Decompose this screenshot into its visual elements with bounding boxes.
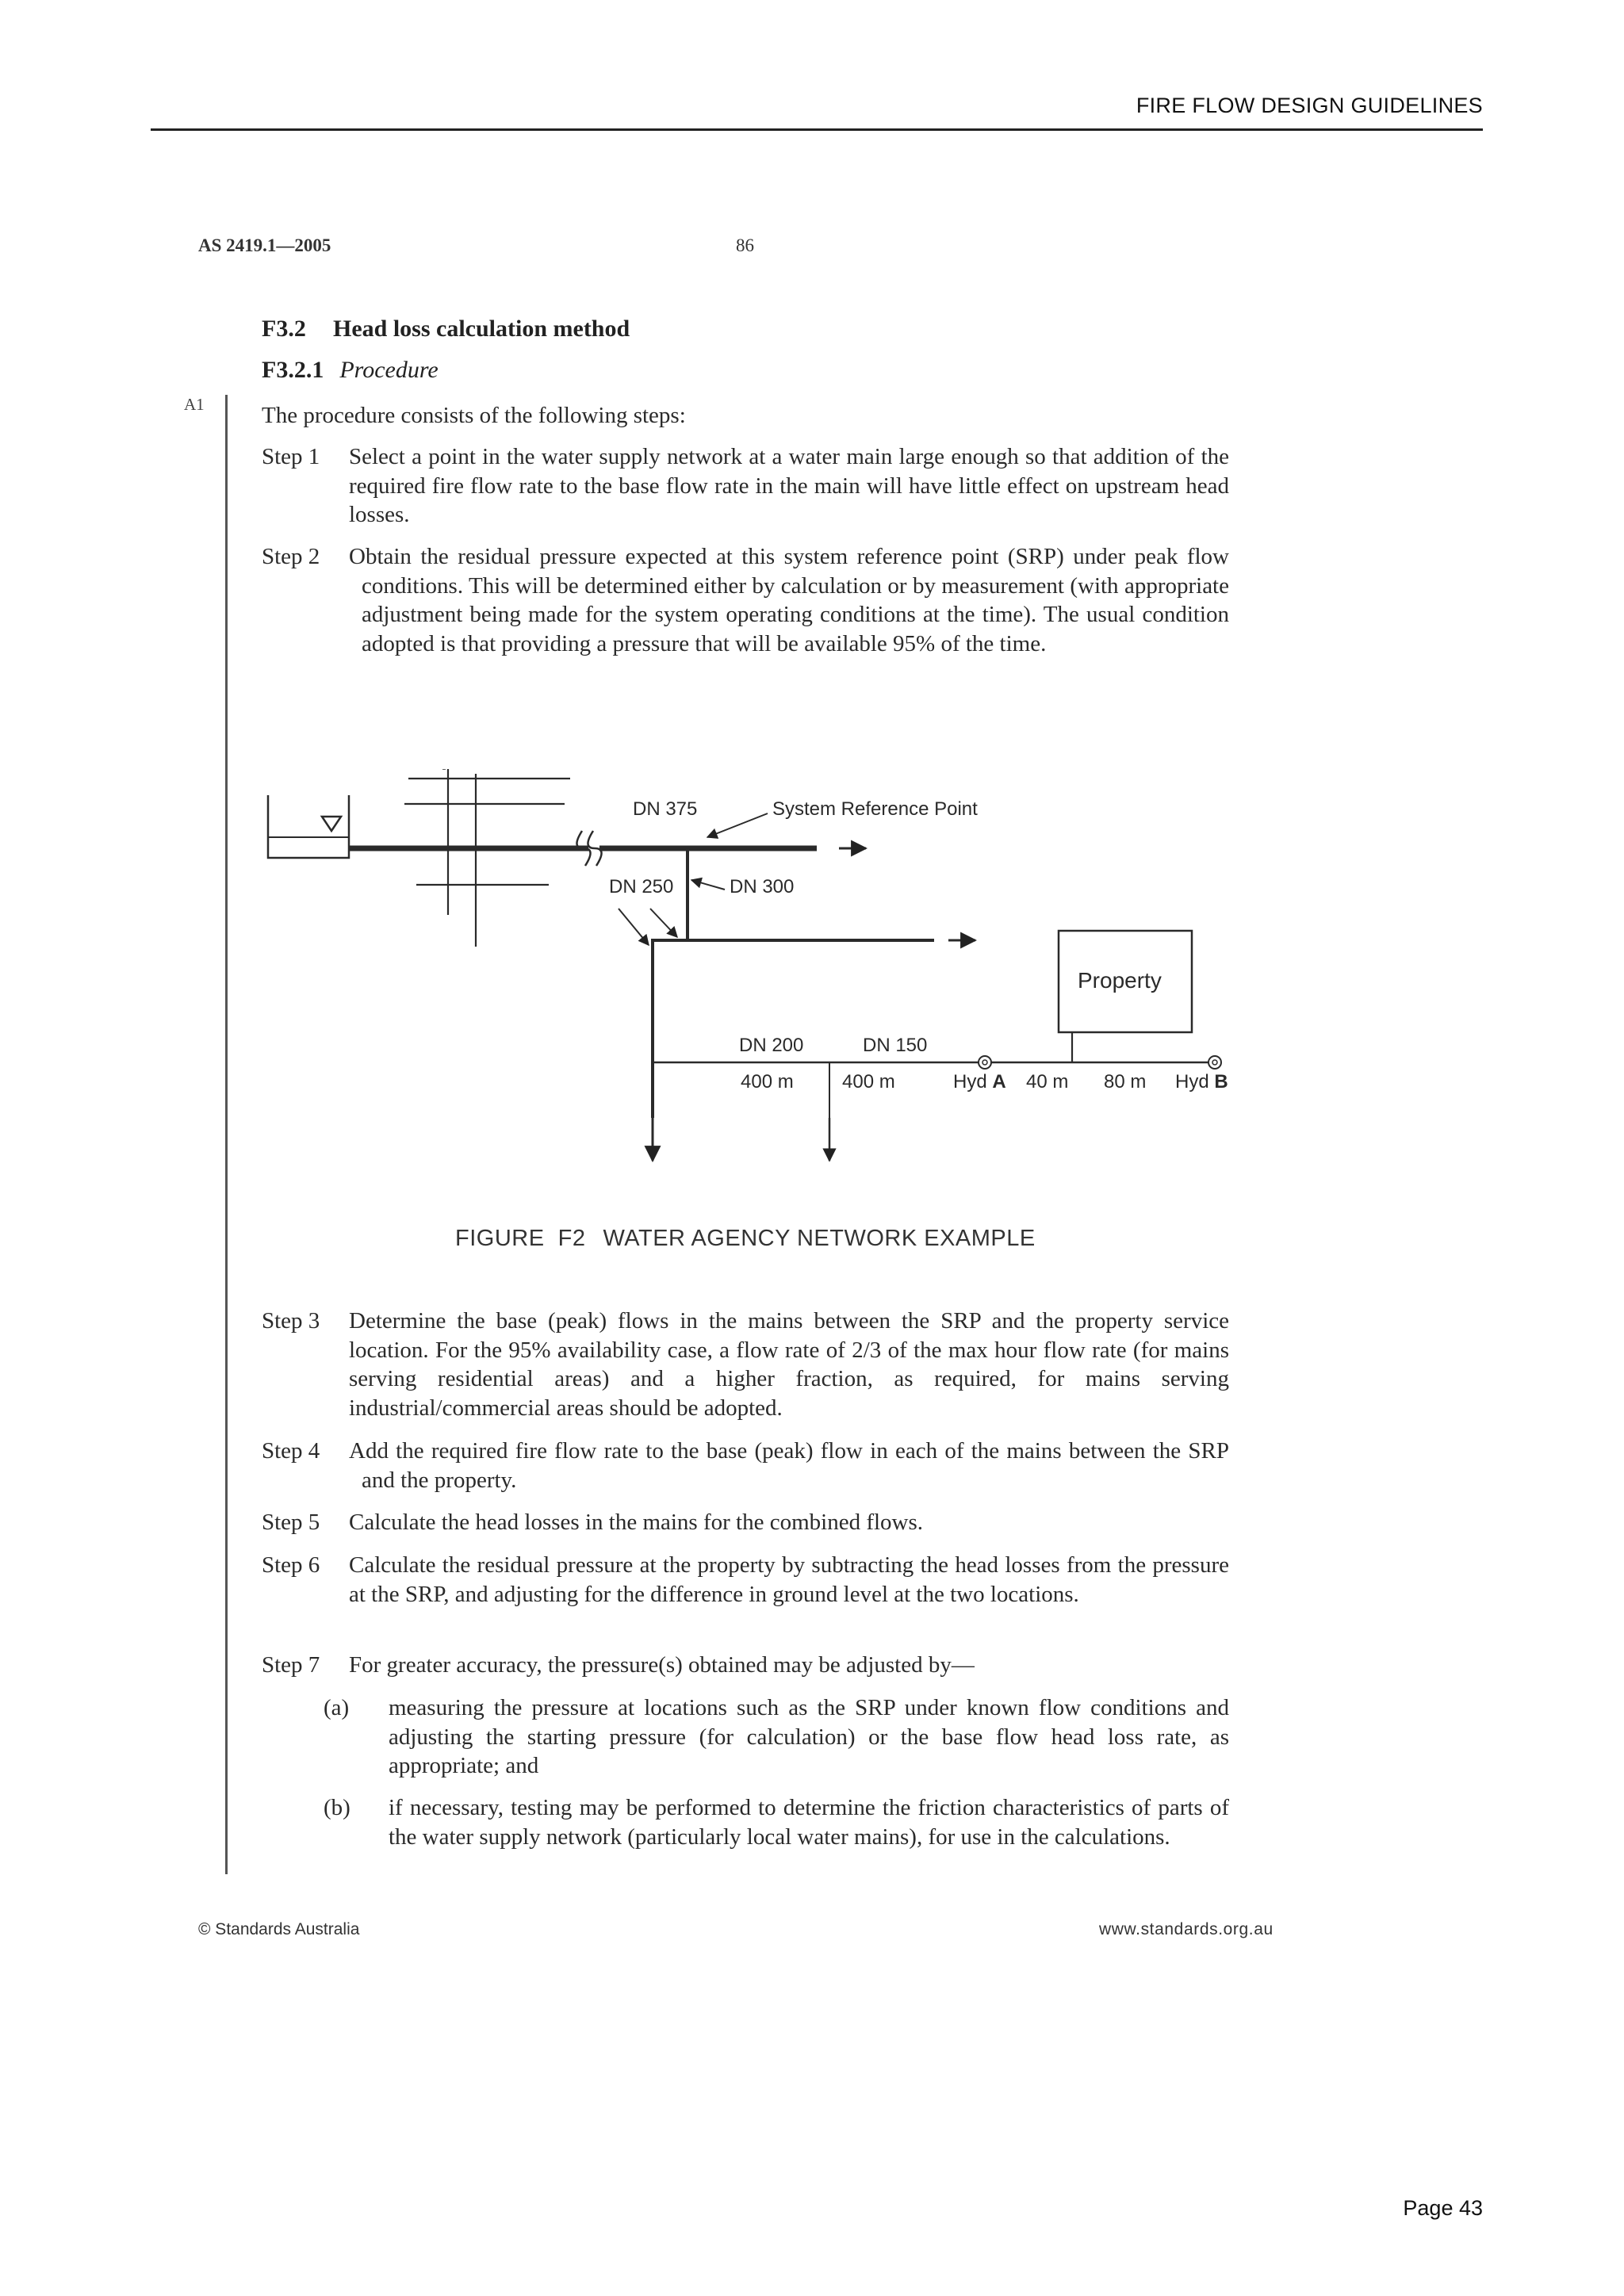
standard-page-number: 86: [736, 235, 754, 255]
section-heading: [262, 316, 630, 342]
step-text: Calculate the head losses in the mains for the combined flows.: [349, 1510, 924, 1535]
water-level-icon: [322, 817, 341, 831]
copyright: © Standards Australia: [198, 1920, 360, 1938]
figure-caption: [455, 1226, 1036, 1252]
callout-dn300: [691, 880, 725, 890]
figure-title: WATER AGENCY NETWORK EXAMPLE: [603, 1226, 1036, 1251]
break-symbol: [576, 831, 590, 866]
label-dn200: DN 200: [739, 1035, 804, 1056]
step-7: [262, 1651, 1229, 1680]
step-label: Step 6: [262, 1552, 320, 1578]
label-srp: System Reference Point: [772, 798, 978, 820]
step-text: Determine the base (peak) flows in the mains between the SRP and the property service location. For the 95% availability case, a flow rate of 2/3 of the max hour flow rate (for mains serving residential areas) and a higher fraction, as required, for mains serving industrial/commercial areas should be adopted.: [349, 1308, 1229, 1421]
step-text: For greater accuracy, the pressure(s) obtained may be adjusted by—: [349, 1652, 975, 1678]
amendment-tag: A1: [184, 395, 205, 414]
step-text: Calculate the residual pressure at the property by subtracting the head losses from the pressure at the SRP, and adjusting for the difference in ground level at the two locations.: [349, 1552, 1229, 1607]
step-1: [262, 442, 1229, 530]
step-5: [262, 1508, 1229, 1537]
step-label: Step 2: [262, 544, 320, 569]
step-label: Step 5: [262, 1510, 320, 1535]
label-length-1: 400 m: [741, 1071, 794, 1093]
step-text: Add the required fire flow rate to the base (peak) flow in each of the mains between the SRP and the property.: [349, 1438, 1229, 1493]
header-rule: [151, 128, 1483, 131]
step-6: [262, 1551, 1229, 1609]
label-dn150: DN 150: [863, 1035, 928, 1056]
reservoir: [268, 795, 349, 858]
sub-item-label: (a): [324, 1695, 350, 1720]
sub-item-a: [324, 1693, 1229, 1781]
sub-item-text: if necessary, testing may be performed to determine the friction characteristics of parts of the water supply network (particularly local water mains), for use in the calculations.: [389, 1795, 1229, 1850]
label-dn375: DN 375: [633, 798, 698, 820]
step-label: Step 7: [262, 1652, 320, 1678]
sub-item-text: measuring the pressure at locations such as the SRP under known flow conditions and adjusting the starting pressure (for calculation) or the base flow head loss rate, as appropriate; and: [389, 1695, 1229, 1778]
label-length-2: 400 m: [842, 1071, 895, 1093]
sub-item-b: [324, 1793, 1229, 1851]
amendment-bar: [225, 395, 228, 1874]
hydrant-a-icon: [979, 1056, 991, 1069]
callout-srp: [707, 813, 768, 837]
intro-paragraph: The procedure consists of the following steps:: [262, 403, 686, 428]
label-dn250: DN 250: [609, 876, 674, 897]
label-length-4: 80 m: [1104, 1071, 1147, 1093]
step-label: Step 4: [262, 1438, 320, 1464]
step-label: Step 1: [262, 444, 320, 469]
callout-dn250-a: [619, 909, 649, 945]
label-property: Property: [1078, 968, 1162, 993]
upstream-network: [404, 769, 570, 947]
step-3: [262, 1307, 1229, 1422]
figure-number: FIGURE F2: [455, 1226, 586, 1251]
network-diagram: [262, 769, 1261, 1229]
step-4: [262, 1437, 1229, 1494]
page-number: Page 43: [1403, 2196, 1483, 2220]
label-hydrant-b: Hyd B: [1175, 1071, 1228, 1093]
step-text: Select a point in the water supply network at a water main large enough so that addition of the required fire flow rate to the base flow rate in the main will have little effect on upstream head losses.: [349, 444, 1229, 527]
subsection-number: F3.2.1: [262, 357, 324, 383]
running-header: FIRE FLOW DESIGN GUIDELINES: [1136, 94, 1483, 117]
step-2: [262, 542, 1229, 658]
subsection-heading: [262, 357, 439, 384]
label-dn300: DN 300: [730, 876, 795, 897]
section-number: F3.2: [262, 316, 306, 342]
subsection-title: Procedure: [339, 357, 439, 383]
standard-number: AS 2419.1—2005: [198, 235, 331, 255]
sub-item-label: (b): [324, 1795, 350, 1820]
website-url: www.standards.org.au: [1099, 1920, 1274, 1938]
label-hydrant-a: Hyd A: [953, 1071, 1006, 1093]
hydrant-b-icon: [1208, 1056, 1221, 1069]
section-title: Head loss calculation method: [333, 316, 630, 342]
step-text: Obtain the residual pressure expected at this system reference point (SRP) under peak flow conditions. This will be determined either by calculation or by measurement (with appropriate adjustment being made for the system operating conditions at the time). The usual condition adopted is that providing a pressure that will be available 95% of the time.: [349, 544, 1229, 656]
callout-dn250-b: [650, 909, 677, 937]
label-length-3: 40 m: [1026, 1071, 1069, 1093]
step-label: Step 3: [262, 1308, 320, 1334]
